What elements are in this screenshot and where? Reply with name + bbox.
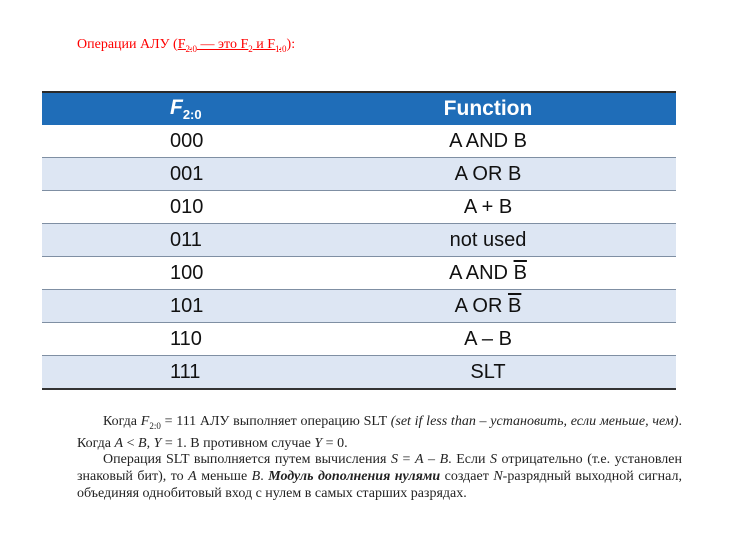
overline-b: $\overline{B}$ — [513, 261, 527, 284]
header-function: Function — [300, 92, 676, 125]
row-code: 111 — [42, 356, 300, 390]
heading-underlined-text: $F_{2:0}$ — это $F_2$ и $F_{1:0}$ — [177, 37, 287, 54]
table-row — [42, 224, 676, 257]
row-function: A + B — [300, 191, 676, 224]
row-function: not used — [300, 224, 676, 257]
table-row — [42, 356, 676, 390]
table-row — [42, 158, 676, 191]
section-heading: Операции АЛУ ($F_{2:0}$ — это $F_2$ и $F_{1:0}$): — [77, 37, 296, 54]
row-code: 001 — [42, 158, 300, 191]
row-code: 000 — [42, 125, 300, 158]
paragraph-slt-description: Когда $F_{2:0} = 111$ АЛУ выполняет операцию SLT (set if less than – установить, если меньше, чем). Когда A < B, Y = 1. В противном случае Y = 0. — [77, 414, 682, 451]
table-row — [42, 323, 676, 356]
header-f-code: $F_{2:0}$ — [42, 92, 300, 125]
table-row — [42, 257, 676, 290]
row-function: SLT — [300, 356, 676, 390]
table-row — [42, 191, 676, 224]
row-code: 101 — [42, 290, 300, 323]
row-code: 100 — [42, 257, 300, 290]
row-function: A AND B — [300, 125, 676, 158]
row-code: 011 — [42, 224, 300, 257]
table-row — [42, 290, 676, 323]
row-function: A AND $\overline{B}$ — [300, 257, 676, 290]
table-row — [42, 125, 676, 158]
alu-operations-table — [42, 91, 676, 390]
row-function: A – B — [300, 323, 676, 356]
row-function: A OR B — [300, 158, 676, 191]
paragraph-slt-implementation: Операция SLT выполняется путем вычисления S = A – B. Если S отрицательно (т.е. установлен знаковый бит), то A меньше B. Модуль дополнения нулями создает N-разрядный выходной сигнал, объединяя однобитовый вход с нулем в самых старших разрядах. — [77, 452, 683, 501]
row-function: A OR $\overline{B}$ — [300, 290, 676, 323]
table-header-row — [42, 92, 676, 125]
row-code: 110 — [42, 323, 300, 356]
row-code: 010 — [42, 191, 300, 224]
overline-b: $\overline{B}$ — [508, 294, 522, 317]
